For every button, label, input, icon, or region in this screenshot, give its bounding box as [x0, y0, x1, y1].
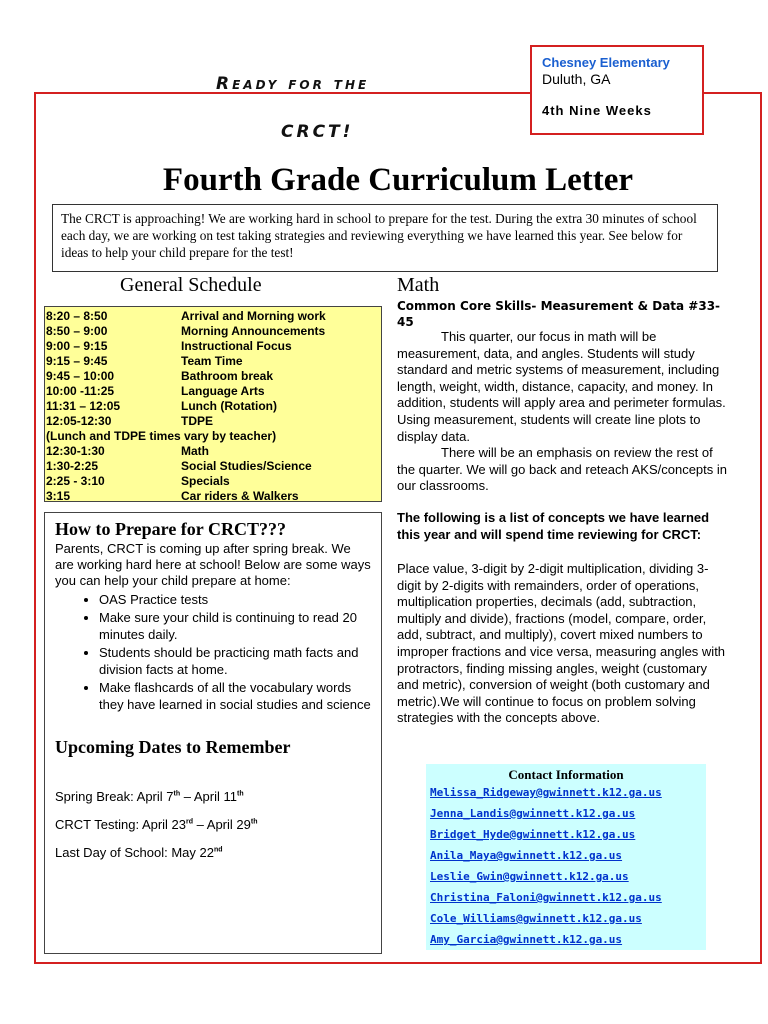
date-text: CRCT Testing: April 23	[55, 817, 187, 832]
date-text: Spring Break: April 7	[55, 789, 174, 804]
school-term: 4th Nine Weeks	[542, 103, 652, 118]
email-link[interactable]: Bridget_Hyde@gwinnett.k12.ga.us	[430, 828, 636, 841]
schedule-row	[45, 444, 381, 459]
contact-box	[426, 764, 706, 950]
email-link[interactable]: Leslie_Gwin@gwinnett.k12.ga.us	[430, 870, 629, 883]
schedule-time: 11:31 – 12:05	[46, 399, 121, 413]
schedule-time: 8:20 – 8:50	[46, 309, 108, 323]
schedule-activity: Morning Announcements	[181, 324, 326, 338]
schedule-activity: Language Arts	[181, 384, 265, 398]
math-description	[397, 329, 727, 495]
list-item: • Make sure your child is continuing to read 20 minutes daily.	[99, 609, 371, 643]
schedule-row	[45, 384, 381, 399]
schedule-note-row	[45, 429, 381, 444]
email-link[interactable]: Amy_Garcia@gwinnett.k12.ga.us	[430, 933, 623, 946]
schedule-time: 3:15	[46, 489, 71, 503]
schedule-activity: Instructional Focus	[181, 339, 292, 353]
schedule-time: 9:45 – 10:00	[46, 369, 115, 383]
schedule-row	[45, 459, 381, 474]
schedule-row	[45, 354, 381, 369]
schedule-activity: Team Time	[181, 354, 243, 368]
last-day-date	[55, 845, 371, 860]
math-heading: Math	[397, 274, 440, 296]
math-skill-heading: Common Core Skills- Measurement & Data #33-45	[397, 299, 721, 329]
concepts-paragraph: Place value, 3-digit by 2-digit multiplication, dividing 3-digit by 2-digits with remainders, order of operations, multiplication properties, decimals (add, subtraction, multiply and divide), fractions (model, compare, order, add, subtract, and multiply), covert mixed numbers to improper fractions and vice versa, measuring angles with protractors, finding missing angles, weight (customary and metric), conversion of weight (both customary and metric).We will continue to focus on problem solving strategies with the concepts above.	[397, 561, 726, 726]
math-paragraph: This quarter, our focus in math will be measurement, data, and angles. Students will study standard and metric systems of measurement, including length, weight, width, distance, capacity, and money. In addition, students will apply area and perimeter formulas. Using measurement, students will create line plots to display data.	[397, 329, 726, 444]
schedule-row	[45, 399, 381, 414]
ready-heading-line2: CRCT!	[281, 122, 354, 142]
ready-heading-line1: Ready for the	[216, 74, 370, 94]
math-paragraph: There will be an emphasis on review the rest of the quarter. We will go back and reteach AKS/concepts in our classrooms.	[397, 445, 728, 494]
schedule-time: 1:30-2:25	[46, 459, 99, 473]
email-link[interactable]: Anila_Maya@gwinnett.k12.ga.us	[430, 849, 623, 862]
schedule-time: 12:05-12:30	[46, 414, 112, 428]
schedule-time: 9:00 – 9:15	[46, 339, 108, 353]
email-link[interactable]: Cole_Williams@gwinnett.k12.ga.us	[430, 912, 642, 925]
schedule-activity: Lunch (Rotation)	[181, 399, 277, 413]
spring-break-date	[55, 789, 371, 804]
schedule-activity: Bathroom break	[181, 369, 274, 383]
email-link[interactable]: Christina_Faloni@gwinnett.k12.ga.us	[430, 891, 662, 904]
schedule-time: 8:50 – 9:00	[46, 324, 108, 338]
email-link[interactable]: Melissa_Ridgeway@gwinnett.k12.ga.us	[430, 786, 662, 799]
intro-paragraph: The CRCT is approaching! We are working hard in school to prepare for the test. During the extra 30 minutes of school each day, we are working on test taking strategies and reviewing everything we have learned this year. See below for ideas to help your child prepare for the test!	[52, 204, 718, 272]
prepare-intro: Parents, CRCT is coming up after spring break. We are working hard here at school! Below are some ways you can help your child prepare at home:	[55, 541, 371, 588]
schedule-activity: Specials	[181, 474, 230, 488]
schedule-time: 2:25 - 3:10	[46, 474, 105, 488]
schedule-row	[45, 369, 381, 384]
schedule-activity: Arrival and Morning work	[181, 309, 326, 323]
schedule-note: (Lunch and TDPE times vary by teacher)	[46, 429, 277, 443]
list-item: • OAS Practice tests	[99, 591, 371, 608]
date-suffix: th	[236, 790, 244, 798]
list-item: • Make flashcards of all the vocabulary words they have learned in social studies and science	[99, 679, 371, 713]
schedule-table	[44, 306, 382, 502]
schedule-time: 12:30-1:30	[46, 444, 105, 458]
concepts-heading: The following is a list of concepts we have learned this year and will spend time reviewing for CRCT:	[397, 510, 710, 542]
crct-testing-date	[55, 817, 371, 832]
email-link[interactable]: Jenna_Landis@gwinnett.k12.ga.us	[430, 807, 636, 820]
page-title: Fourth Grade Curriculum Letter	[162, 162, 634, 198]
date-suffix: rd	[186, 818, 194, 826]
date-suffix: th	[173, 790, 181, 798]
prepare-title: How to Prepare for CRCT???	[55, 519, 286, 539]
list-item: • Students should be practicing math facts and division facts at home.	[99, 644, 371, 678]
date-text: Last Day of School: May 22	[55, 845, 214, 860]
schedule-row	[45, 324, 381, 339]
schedule-row	[45, 489, 381, 504]
school-city: Duluth, GA	[542, 71, 611, 87]
prepare-list	[55, 591, 371, 713]
schedule-heading: General Schedule	[120, 274, 262, 296]
schedule-time: 10:00 -11:25	[46, 384, 115, 398]
date-suffix: nd	[213, 846, 223, 854]
schedule-time: 9:15 – 9:45	[46, 354, 108, 368]
date-text: – April 29	[193, 817, 251, 832]
school-name: Chesney Elementary	[542, 55, 670, 70]
schedule-row	[45, 339, 381, 354]
schedule-row	[45, 309, 381, 324]
contact-title: Contact Information	[508, 767, 624, 782]
schedule-activity: TDPE	[181, 414, 214, 428]
date-suffix: th	[250, 818, 258, 826]
dates-title: Upcoming Dates to Remember	[55, 737, 291, 757]
date-text: – April 11	[180, 789, 237, 804]
schedule-row	[45, 414, 381, 429]
schedule-row	[45, 474, 381, 489]
school-info-box	[530, 45, 704, 135]
schedule-activity: Car riders & Walkers	[181, 489, 299, 503]
prepare-box	[44, 512, 382, 954]
schedule-activity: Math	[181, 444, 209, 458]
schedule-activity: Social Studies/Science	[181, 459, 312, 473]
